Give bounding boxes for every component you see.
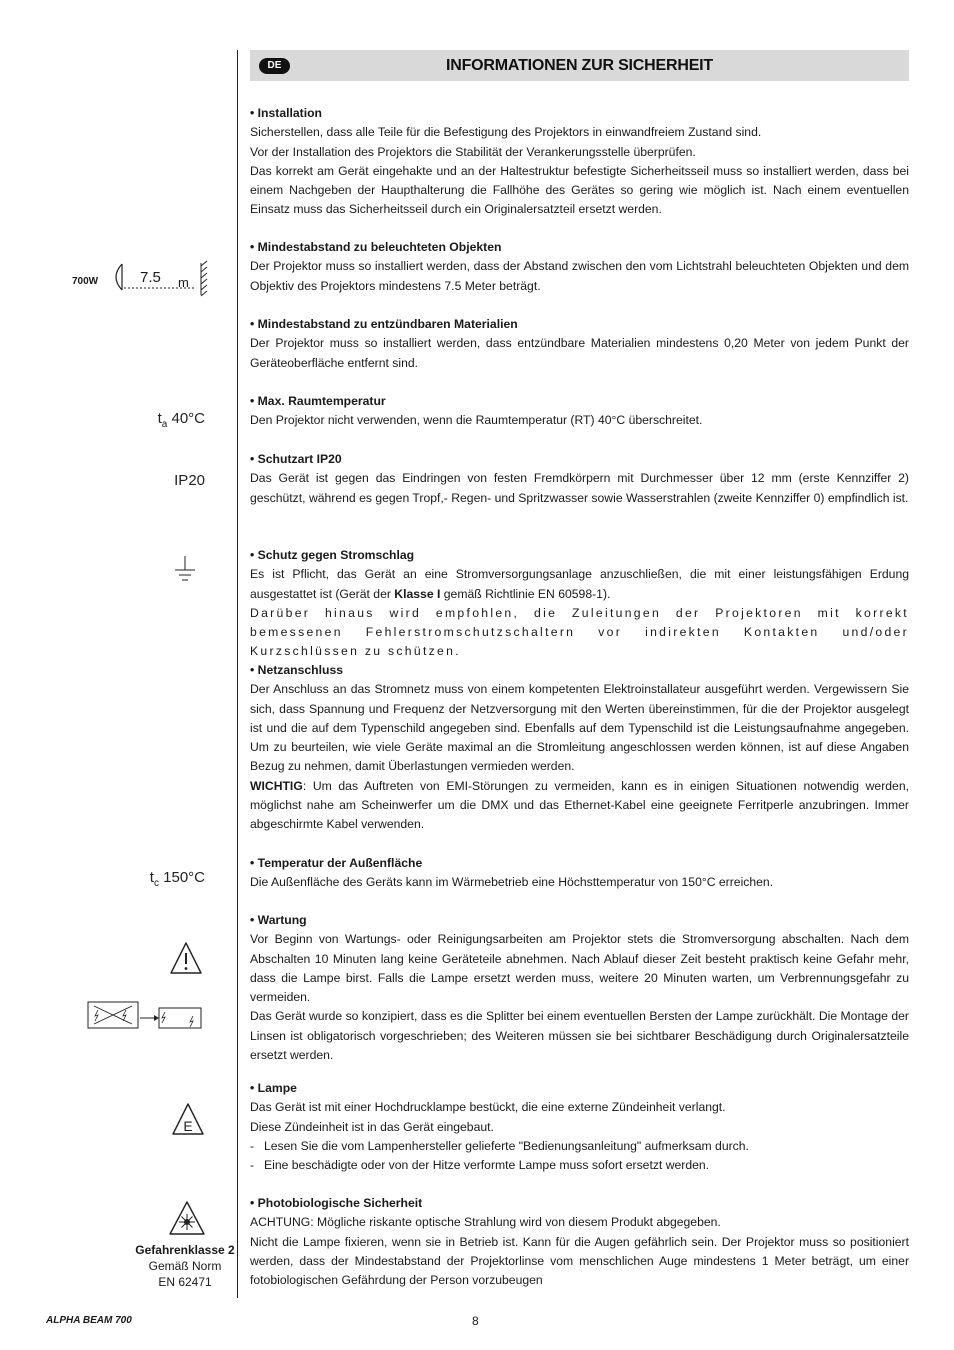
warning-icon bbox=[168, 940, 204, 976]
laser-radiation-icon bbox=[167, 1199, 207, 1237]
page-number: 8 bbox=[472, 1314, 479, 1328]
section-heading: • Schutzart IP20 bbox=[250, 452, 342, 466]
ip-rating-symbol: IP20 bbox=[174, 472, 205, 489]
section-heading: • Netzanschluss bbox=[250, 663, 343, 677]
section-heading: • Schutz gegen Stromschlag bbox=[250, 548, 415, 562]
section-heading: • Mindestabstand zu beleuchteten Objekten bbox=[250, 240, 502, 254]
svg-text:E: E bbox=[183, 1118, 193, 1134]
section-installation: • Installation Sicherstellen, dass alle Teile für die Befestigung des Projektors in einwandfreiem Zustand sind. Vor der Installation des Projektors die Stabilität der Verankerungsstelle überprüfen. Das korrekt am Gerät eingehakte und an der Haltestruktur befestigte Sicherheitsseil muss so installiert werden, dass bei einem Nachgeben der Haupthalterung die Fallhöhe des Gerätes so gering wie möglich ist. Nach einem eventuellen Einsatz muss das Sicherheitsseil durch ein Originalersatzteil ersetzt werden. bbox=[250, 106, 909, 217]
risk-group-caption: Gefahrenklasse 2 Gemäß Norm EN 62471 bbox=[135, 1243, 235, 1289]
lens-replacement-icon bbox=[86, 998, 206, 1032]
section-heading: • Installation bbox=[250, 106, 322, 120]
lamp-e-icon bbox=[170, 1101, 206, 1137]
min-distance-symbol bbox=[70, 258, 220, 298]
section-mains-connection: • Netzanschluss Der Anschluss an das Stromnetz muss von einem kompetenten Elektroinstallateur ausgeführt werden. Vergewissern Sie sich, dass Spannung und Frequenz der Netzversorgung mit den Werten übereinstimmen, für die der Projektor ausgelegt ist und die auf dem Typenschild angegeben sind. Ebenfalls auf dem Typenschild ist die Leistungsaufnahme angegeben. Um zu beurteilen, wie viele Geräte maximal an die Stromleitung angeschlossen werden können, ist auf diese Angaben Bezug zu nehmen, damit Überlastungen vermieden werden. WICHTIG: Um das Auftreten von EMI-Störungen zu vermeiden, kann es in einigen Situationen notwendig werden, möglichst nahe am Scheinwerfer um die DMX und das Ethernet-Kabel eine geeignete Ferritperle anzubringen. Immer abgeschirmte Kabel verwenden. bbox=[250, 663, 909, 832]
distance-unit: m bbox=[178, 275, 189, 290]
section-heading: • Mindestabstand zu entzündbaren Materialien bbox=[250, 317, 518, 331]
section-header bbox=[250, 50, 909, 81]
list-item: - Eine beschädigte oder von der Hitze verformte Lampe muss sofort ersetzt werden. bbox=[250, 1158, 710, 1173]
section-heading: • Photobiologische Sicherheit bbox=[250, 1196, 423, 1210]
section-photobiological-safety: • Photobiologische Sicherheit ACHTUNG: Mögliche riskante optische Strahlung wird von diesem Produkt abgegeben. Nicht die Lampe fixieren, wenn sie in Betrieb ist. Kann für die Augen gefährlich sein. Der Projektor muss so positioniert werden, dass der Mindestabstand der Projektorlinse vom menschlichen Auge mindestens 1 Meter beträgt, um einer fotobiologischen Gefährdung der Person vorzubeugen bbox=[250, 1196, 909, 1288]
section-heading: • Wartung bbox=[250, 913, 307, 927]
power-label: 700W bbox=[72, 276, 99, 287]
section-room-temperature: • Max. Raumtemperatur Den Projektor nicht verwenden, wenn die Raumtemperatur (RT) 40°C überschreitet. bbox=[250, 392, 909, 431]
ambient-temp-symbol: $t_a$ 40°C bbox=[157, 410, 205, 430]
section-min-distance-lit: • Mindestabstand zu beleuchteten Objekten Der Projektor muss so installiert werden, dass der Abstand zwischen den vom Lichtstrahl beleuchteten Objekten und dem Objektiv des Projektors mindestens 7.5 Meter beträgt. bbox=[250, 240, 909, 293]
section-heading: • Temperatur der Außenfläche bbox=[250, 856, 423, 870]
section-surface-temperature: • Temperatur der Außenfläche Die Außenfläche des Geräts kann im Wärmebetrieb eine Höchsttemperatur von 150°C erreichen. bbox=[250, 854, 909, 893]
page-title: INFORMATIONEN ZUR SICHERHEIT bbox=[446, 57, 713, 74]
section-ip20: • Schutzart IP20 Das Gerät ist gegen das Eindringen von festen Fremdkörpern mit Durchmesser über 12 mm (erste Kennziffer 2) geschützt, während es gegen Tropf,- Regen- und Spritzwasser sowie Wasserstrahlen (zweite Kennziffer 0) empfindlich ist. bbox=[250, 452, 909, 505]
section-heading: • Lampe bbox=[250, 1081, 297, 1095]
section-electric-shock: • Schutz gegen Stromschlag Es ist Pflicht, das Gerät an eine Stromversorgungsanlage anzuschließen, die mit einer leistungsfähigen Erdung ausgestattet ist (Gerät der Klasse I gemäß Richtlinie EN 60598-1). Darüber hinaus wird empfohlen, die Zuleitungen der Projektoren mit korrekt bemessenen Fehlerstromschutzschaltern vor indirekten Kontakten und/oder Kurzschlüssen zu schützen. bbox=[250, 548, 909, 659]
ground-icon bbox=[172, 556, 202, 586]
section-maintenance: • Wartung Vor Beginn von Wartungs- oder Reinigungsarbeiten am Projektor stets die Stromversorgung abschalten. Nach dem Abschalten 10 Minuten lang keine Geräteteile abnehmen. Nach Ablauf dieser Zeit besteht praktisch keine Gefahr mehr, dass die Lampe birst. Falls die Lampe ersetzt werden muss, weitere 20 Minuten warten, um Verbrennungsgefahr zu vermeiden. Das Gerät wurde so konzipiert, dass es die Splitter bei einem eventuellen Bersten der Lampe zurückhält. Die Montage der Linsen ist obligatorisch vorgeschrieben; des Weiteren müssen sie bei sichtbarer Beschädigung durch Originalersatzteile ersetzt werden. bbox=[250, 913, 909, 1063]
margin-divider bbox=[237, 50, 238, 1298]
surface-temp-symbol: $t_c$ 150°C bbox=[149, 869, 205, 889]
section-heading: • Max. Raumtemperatur bbox=[250, 394, 386, 408]
section-min-distance-flammable: • Mindestabstand zu entzündbaren Materialien Der Projektor muss so installiert werden, dass entzündbare Materialien mindestens 0,20 Meter von jedem Punkt der Geräteoberfläche entfernt sind. bbox=[250, 317, 909, 370]
list-item: - Lesen Sie die vom Lampenhersteller gelieferte "Bedienungsanleitung" aufmerksam durch. bbox=[250, 1138, 749, 1153]
language-badge: DE bbox=[259, 58, 290, 74]
footer-model-name: ALPHA BEAM 700 bbox=[46, 1315, 132, 1326]
distance-value: 7.5 bbox=[140, 269, 161, 286]
section-lamp: • Lampe Das Gerät ist mit einer Hochdrucklampe bestückt, die eine externe Zündeinheit verlangt. Diese Zündeinheit ist in das Gerät eingebaut. - Lesen Sie die vom Lampenhersteller gelieferte "Bedienungsanleitung" aufmerksam durch. - Eine beschädigte oder von der Hitze verformte Lampe muss sofort ersetzt werden. bbox=[250, 1079, 909, 1175]
